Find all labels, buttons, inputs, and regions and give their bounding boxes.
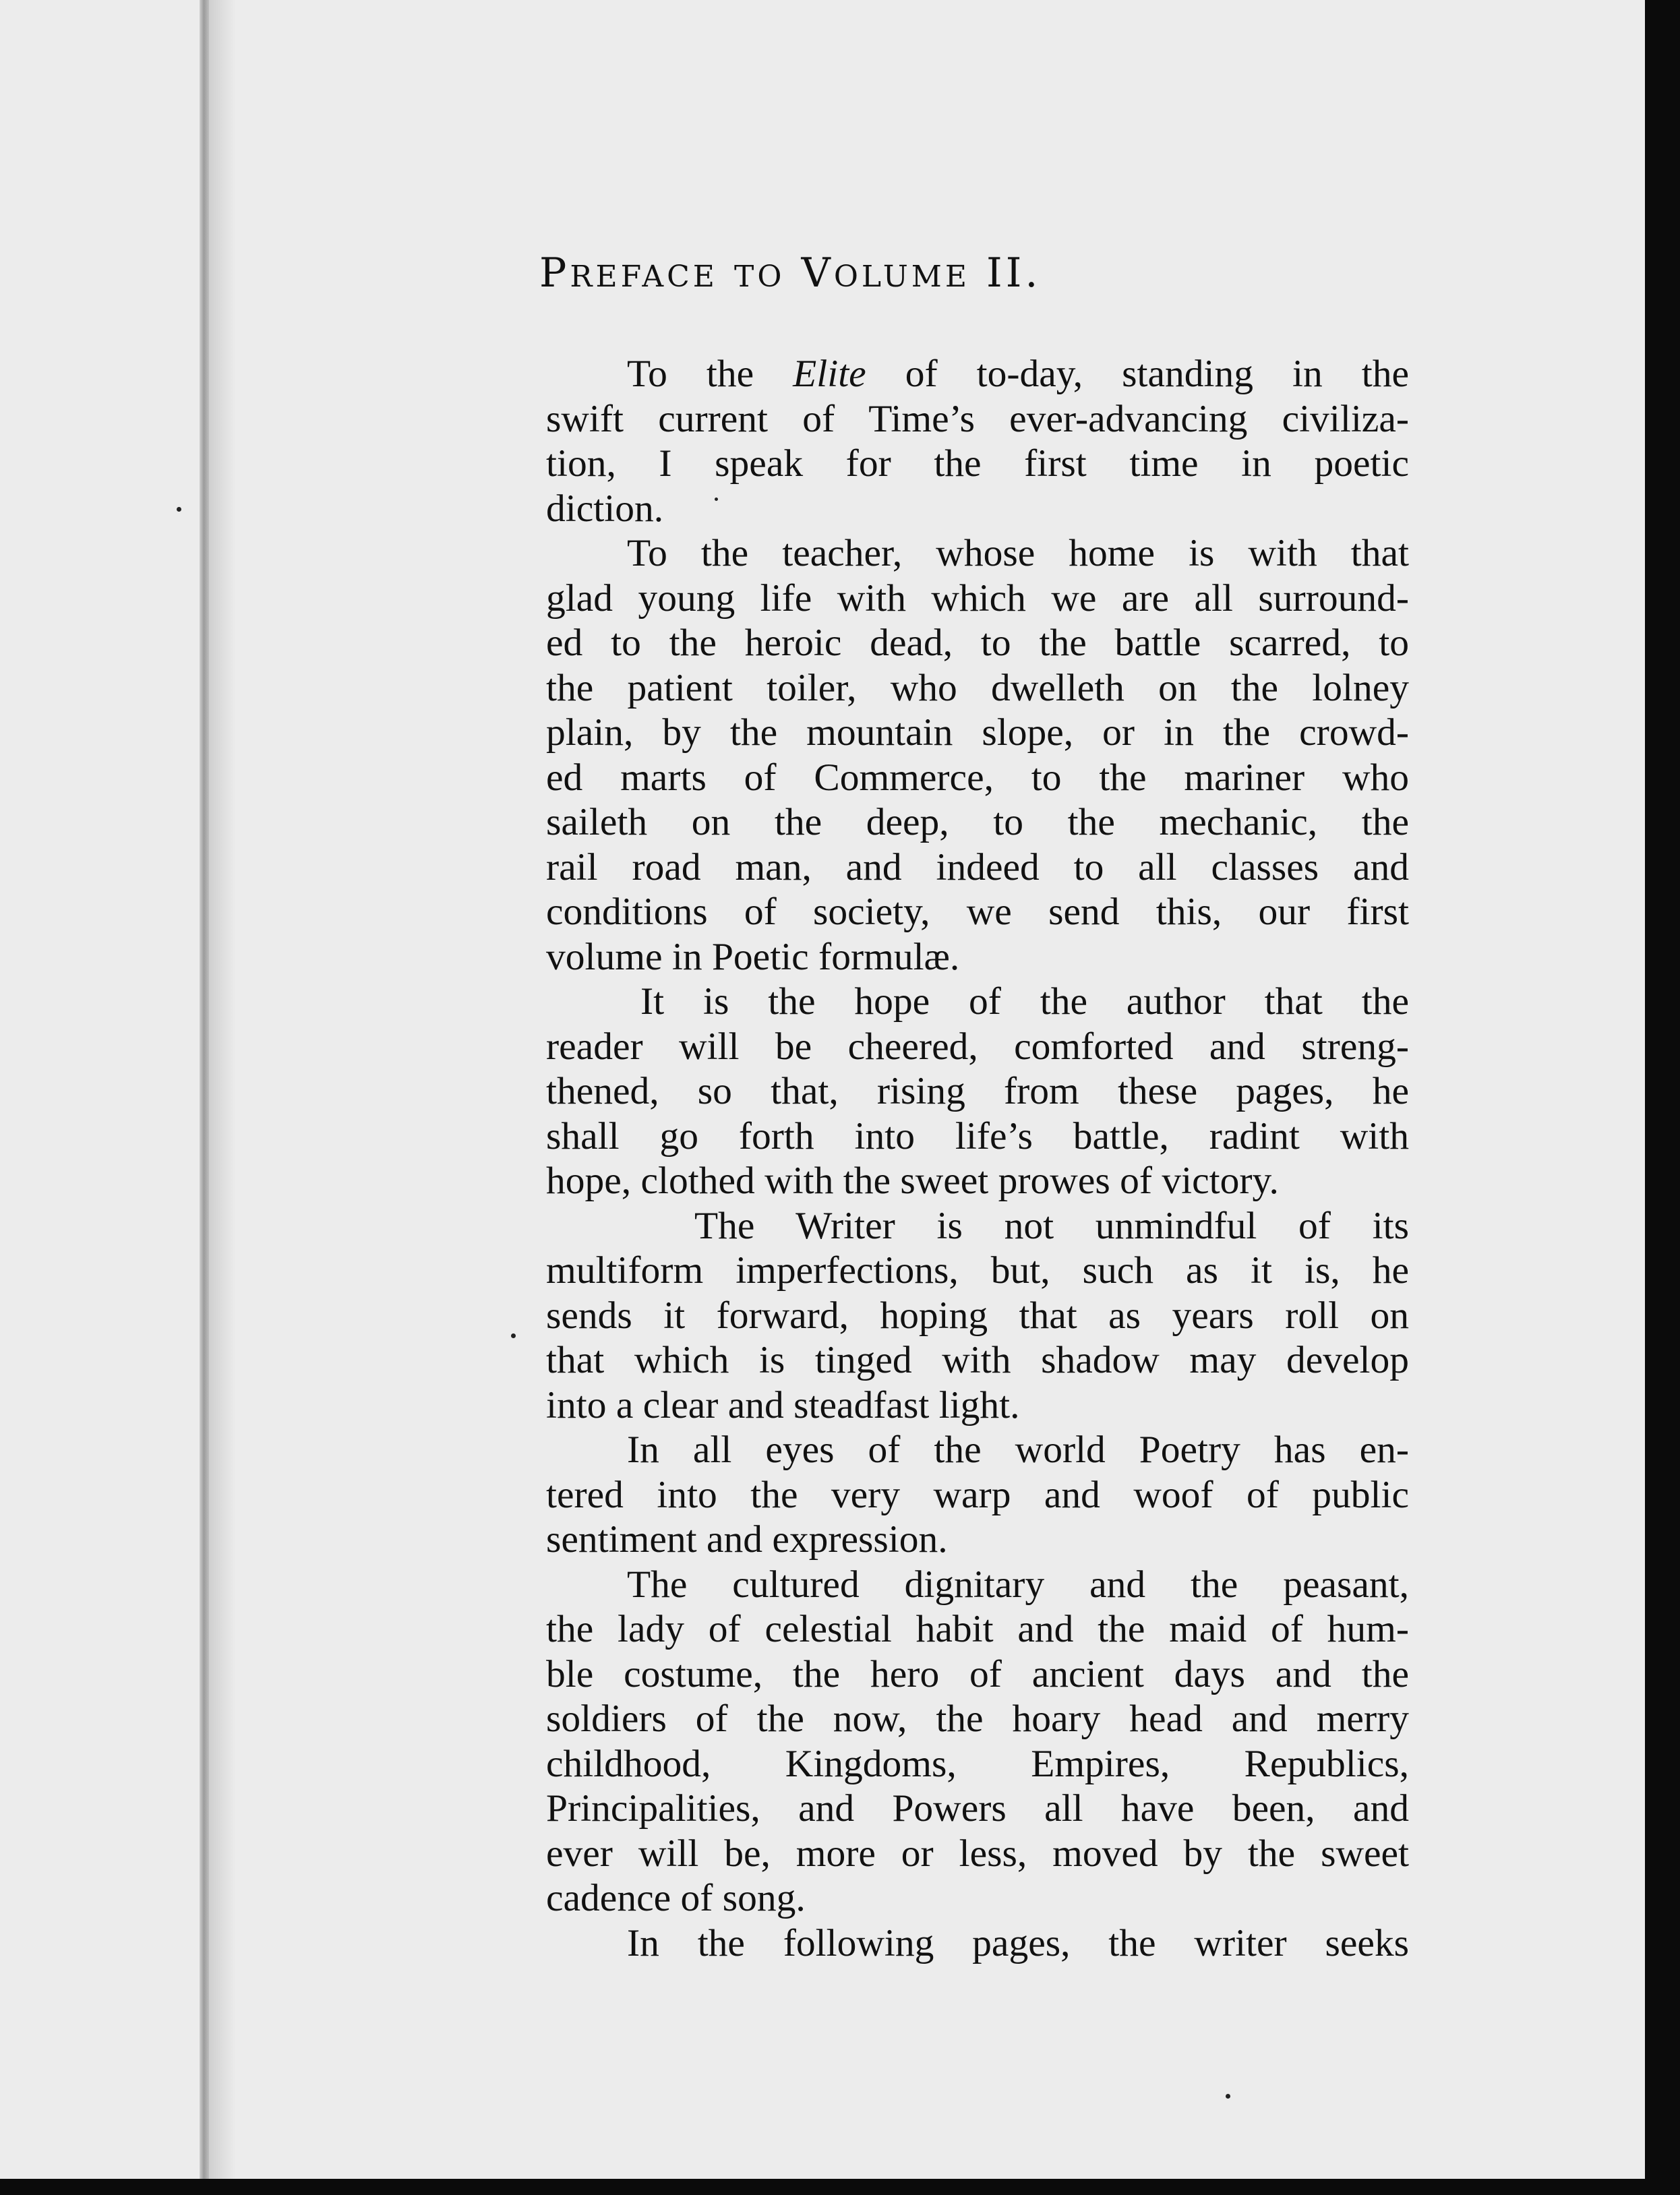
paragraph [546, 531, 1409, 980]
text-run: swift current of Time’s ever-advancing civiliza- [546, 397, 1409, 440]
text-run: In all eyes of the world Poetry has en- [627, 1429, 1409, 1471]
text-line [546, 352, 1409, 397]
text-run: Principalities, and Powers all have been, and [546, 1787, 1409, 1830]
heading-word-to: TO [733, 260, 785, 294]
text-run: of to-day, standing in the [866, 353, 1409, 395]
text-line [546, 576, 1409, 622]
paragraph [546, 1428, 1409, 1563]
text-run: tion, I speak for the first time in poetic [546, 442, 1409, 485]
text-run: To the teacher, whose home is with that [627, 532, 1409, 574]
text-line [546, 1069, 1409, 1114]
text-line [546, 1876, 1409, 1921]
text-line [546, 756, 1409, 801]
text-line [546, 1652, 1409, 1697]
text-line [546, 935, 1409, 980]
text-run: To the [627, 353, 793, 395]
text-line [546, 1204, 1409, 1249]
text-run: ed to the heroic dead, to the battle scarred, to [546, 622, 1409, 664]
text-line [546, 442, 1409, 487]
text-run: ble costume, the hero of ancient days and the [546, 1652, 1409, 1695]
text-run: The Writer is not unmindful of its [694, 1204, 1409, 1247]
text-run: tered into the very warp and woof of public [546, 1473, 1409, 1516]
paragraph [546, 980, 1409, 1204]
text-line [546, 1786, 1409, 1832]
text-run: hope, clothed with the sweet prowes of victory. [546, 1160, 1279, 1202]
text-run: glad young life with which we are all surround- [546, 576, 1409, 620]
text-run: the lady of celestial habit and the maid of hum- [546, 1608, 1409, 1650]
paragraph [546, 352, 1409, 531]
text-line [546, 845, 1409, 891]
text-line [546, 1383, 1409, 1429]
text-run: that which is tinged with shadow may develop [546, 1339, 1409, 1381]
text-line [546, 1697, 1409, 1742]
text-line [546, 621, 1409, 666]
text-line [546, 1114, 1409, 1160]
text-run: saileth on the deep, to the mechanic, the [546, 801, 1409, 843]
heading-numeral: II. [986, 249, 1042, 297]
ink-speck [511, 1333, 516, 1338]
page-spine-shadow [209, 0, 236, 2179]
text-run: multiform imperfections, but, such as it is, he [546, 1249, 1409, 1292]
text-line [546, 1742, 1409, 1787]
text-run: sends it forward, hoping that as years roll on [546, 1294, 1409, 1337]
ink-speck [177, 507, 181, 512]
text-run: conditions of society, we send this, our first [546, 891, 1409, 933]
text-line [546, 1428, 1409, 1473]
paragraph [546, 1204, 1409, 1429]
text-line [546, 397, 1409, 442]
page-heading [539, 249, 1483, 297]
text-line [546, 1294, 1409, 1339]
text-run: cadence of song. [546, 1877, 806, 1919]
text-run: shall go forth into life’s battle, radint with [546, 1114, 1409, 1157]
text-line [546, 1563, 1409, 1608]
text-line [546, 1921, 1409, 1966]
heading-initial-p: P [539, 249, 570, 297]
text-line [546, 1249, 1409, 1294]
text-run: thened, so that, rising from these pages, he [546, 1070, 1409, 1112]
text-run: sentiment and expression. [546, 1518, 948, 1561]
text-line [546, 1607, 1409, 1652]
text-line [546, 800, 1409, 845]
text-run: The cultured dignitary and the peasant, [627, 1563, 1409, 1606]
text-line [546, 890, 1409, 935]
text-run: into a clear and steadfast light. [546, 1383, 1020, 1426]
text-line [546, 531, 1409, 576]
heading-initial-v: V [801, 249, 834, 297]
text-run: plain, by the mountain slope, or in the crowd- [546, 711, 1409, 754]
preface-text [546, 352, 1409, 1966]
paragraph [546, 1921, 1409, 1966]
heading-word-volume: OLUME [833, 260, 970, 294]
text-line [546, 1025, 1409, 1070]
text-run: reader will be cheered, comforted and streng- [546, 1025, 1409, 1068]
italic-word: Elite [793, 353, 866, 395]
text-line [546, 487, 1409, 532]
text-run: diction. [546, 487, 664, 530]
ink-speck [1226, 2094, 1230, 2099]
text-line [546, 666, 1409, 711]
text-line [546, 1517, 1409, 1563]
text-run: rail road man, and indeed to all classes and [546, 845, 1409, 889]
text-run: soldiers of the now, the hoary head and merry [546, 1697, 1409, 1740]
text-line [546, 980, 1409, 1025]
text-line [546, 1473, 1409, 1518]
text-run: ever will be, more or less, moved by the sweet [546, 1832, 1409, 1875]
text-run: childhood, Kingdoms, Empires, Republics, [546, 1742, 1409, 1785]
text-line [546, 1832, 1409, 1877]
text-run: It is the hope of the author that the [640, 980, 1409, 1023]
text-run: volume in Poetic formulæ. [546, 935, 960, 978]
paragraph [546, 1563, 1409, 1921]
heading-word-preface: REFACE [570, 260, 718, 294]
text-run: the patient toiler, who dwelleth on the lolney [546, 666, 1409, 709]
text-line [546, 1159, 1409, 1204]
text-line [546, 1338, 1409, 1383]
text-run: ed marts of Commerce, to the mariner who [546, 756, 1409, 799]
page-spine-fold [200, 0, 209, 2179]
text-line [546, 711, 1409, 756]
text-run: In the following pages, the writer seeks [627, 1921, 1409, 1964]
